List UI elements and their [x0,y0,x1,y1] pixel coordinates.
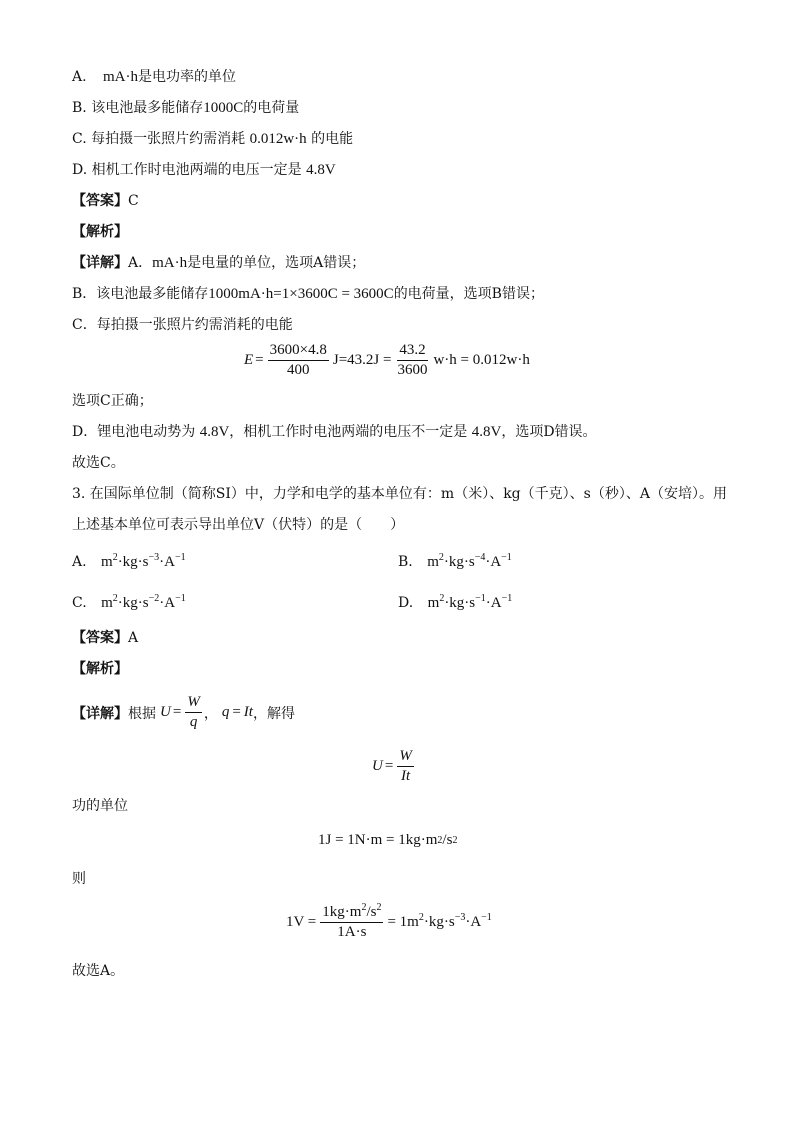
fraction-denominator: 1A·s [337,924,367,940]
option-expression: $m^2\cdot kg\cdot s^{-2}\cdot A^{-1}$ [101,593,186,611]
fraction [268,342,329,379]
fraction-numerator: 43.2 [397,342,427,361]
q2-option-d [72,161,336,179]
fraction-numerator: 3600×4.8 [268,342,329,361]
option-value: 0.012w·h [249,131,307,147]
detail-text: B．该电池最多能储存 [72,286,209,302]
work-unit-equation: 1J = 1N·m = 1kg·m 2 /s 2 [318,832,458,848]
q2-option-c [72,130,353,148]
option-prefix: C. [72,595,87,611]
fraction-numerator: W [397,748,414,767]
option-text: 的电荷量 [243,100,300,116]
q3-option-b [398,553,512,571]
q3-option-a [72,553,186,571]
option-expression: $m^2\cdot kg\cdot s^{-3}\cdot A^{-1}$ [101,552,186,570]
q2-analysis-label: 【解析】 [72,224,128,240]
q3-option-d [398,594,512,612]
q2-answer [72,192,139,210]
equation-operator: = [172,704,182,720]
option-expression: $m^2\cdot kg\cdot s^{-1}\cdot A^{-1}$ [427,593,513,611]
fraction-denominator: 3600 [397,362,428,378]
q2-detail-b [72,285,544,303]
detail-text: 根据 [128,705,156,722]
answer-label: 【答案】 [72,193,128,209]
option-text: 相机工作时电池两端的电压一定是 [91,162,302,178]
voltage-equation [372,748,416,785]
detail-value: 4.8V [471,424,502,440]
option-text: 的电能 [311,131,354,147]
equation-operator: = [384,758,394,774]
fraction [395,342,429,379]
detail-text: ，相机工作时电池两端的电压不一定是 [229,424,468,440]
answer-value: A [128,630,139,646]
equation-symbol: E [244,352,254,368]
q2-option-a [72,68,236,86]
detail-text: A． [128,255,153,271]
q3-answer [72,629,138,647]
fraction-denominator: 400 [287,362,310,378]
option-text: 每拍摄一张照片约需消耗 [91,131,246,147]
q3-stem-line2: 上述基本单位可表示导出单位V（伏特）的是（ ） [72,517,405,533]
equation-text: 1J = 1N·m = 1kg·m [318,832,438,848]
equation-rhs: = $1m^2\cdot kg\cdot s^{-3}\cdot A^{-1}$ [387,912,492,930]
option-prefix: B. [72,100,87,116]
detail-text: 是电量的单位，选项A错误； [187,255,366,271]
equation-symbol: U [160,704,171,720]
fraction [320,904,383,941]
work-unit-label: 功的单位 [72,798,128,814]
option-text: 该电池最多能储存 [91,100,204,116]
equation-symbol: U [372,758,383,774]
detail-text: 的电荷量，选项B错误； [393,286,544,302]
q2-option-b [72,99,299,117]
option-prefix: A. [72,554,87,570]
fraction-denominator: It [400,768,411,784]
detail-text: ， [203,705,218,722]
fraction-numerator: W [185,694,202,713]
option-unit: mA·h [103,69,139,85]
fraction-denominator: q [189,714,198,730]
equation-symbol: It [243,704,253,720]
answer-value: C [128,193,139,209]
q2-detail-a [72,254,365,272]
q3-analysis-label: 【解析】 [72,661,128,677]
fraction [397,748,414,785]
equation-operator: = [232,704,241,720]
option-prefix: D. [398,595,414,611]
detail-text: ，解得 [252,705,295,722]
detail-unit: mA·h [152,255,188,271]
option-prefix: C. [72,131,87,147]
q3-conclusion: 故选A。 [72,963,125,979]
equation-text: J=43.2J = [332,352,392,368]
detail-text: ，选项D错误。 [501,424,597,440]
q3-option-c [72,594,186,612]
equation-text: w·h = 0.012w·h [433,352,530,368]
detail-label: 【详解】 [72,705,128,722]
energy-equation [244,342,530,379]
option-prefix: B. [398,554,413,570]
option-prefix: D. [72,162,88,178]
q2-detail-d [72,423,597,441]
option-value: 4.8V [306,162,336,178]
q2-detail-c: C．每拍摄一张照片约需消耗的电能 [72,317,293,333]
q2-detail-c2: 选项C正确； [72,393,153,409]
detail-label: 【详解】 [72,255,128,271]
detail-value: 4.8V [199,424,230,440]
equation-symbol: q [221,704,230,720]
option-expression: $m^2\cdot kg\cdot s^{-4}\cdot A^{-1}$ [427,552,512,570]
detail-expression: 1000mA·h=1×3600C = 3600C [208,286,394,302]
equation-text: 1V = [286,914,317,930]
option-value: 1000C [203,100,244,116]
option-prefix: A. [72,69,87,85]
then-label: 则 [72,871,86,887]
detail-text: D．锂电池电动势为 [72,424,196,440]
option-text: 是电功率的单位 [138,69,237,85]
q3-detail-line [72,694,295,731]
equation-operator: = [255,352,264,368]
fraction [185,694,202,731]
volt-unit-equation [286,904,492,941]
equation-text: /s [442,832,453,848]
q2-conclusion: 故选C。 [72,455,125,471]
fraction-numerator: $1kg\cdot m^2/s^2$ [320,904,383,923]
answer-label: 【答案】 [72,630,128,646]
q3-stem-line1: 3. 在国际单位制（简称SI）中，力学和电学的基本单位有：m（米）、kg（千克）、s（秒）、A（安培）。用 [72,486,727,502]
